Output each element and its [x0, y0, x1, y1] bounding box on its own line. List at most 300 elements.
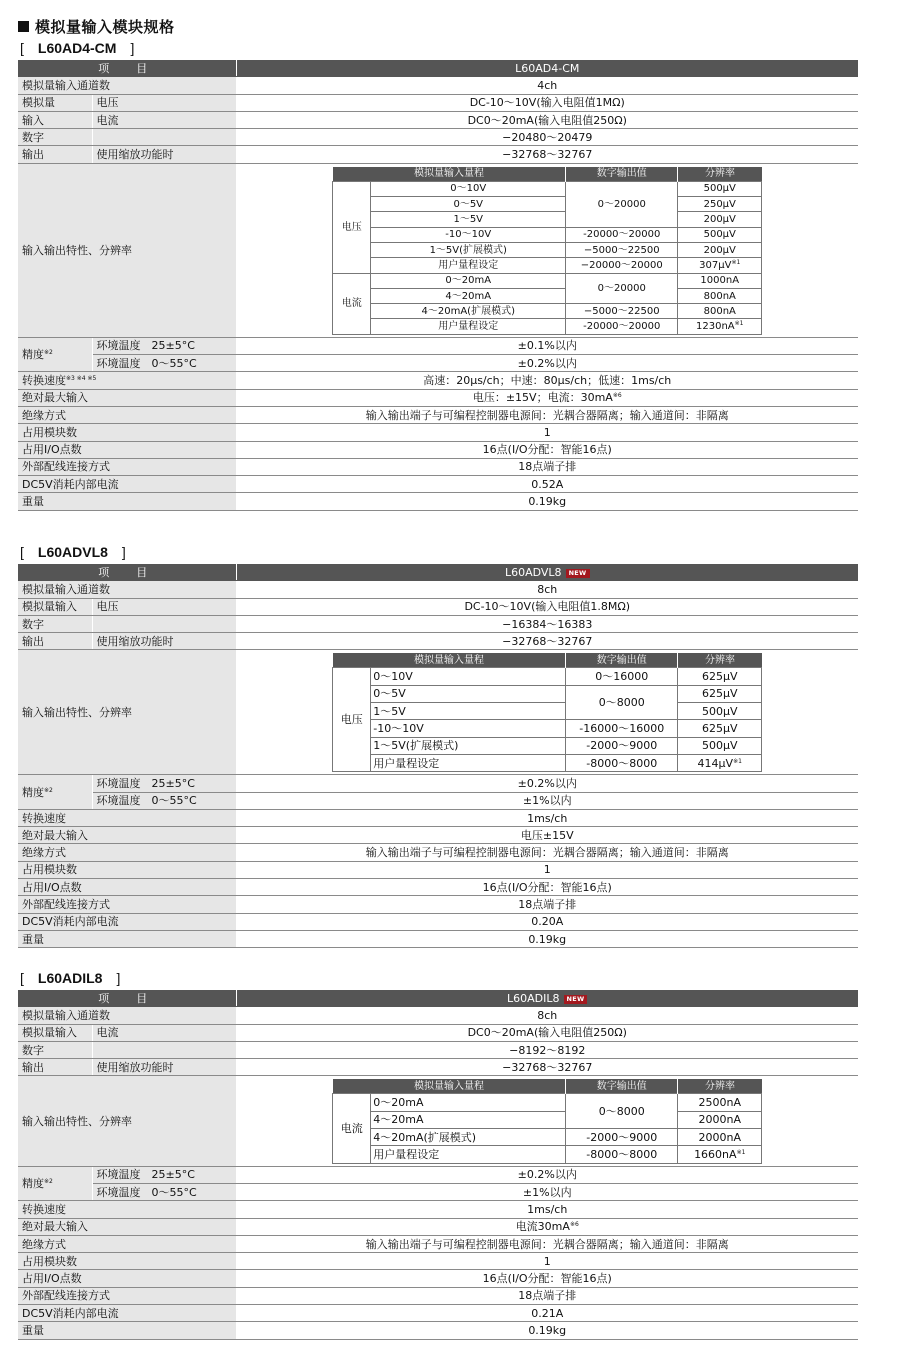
weight-row [18, 930, 858, 947]
occupied-io-points-label-text: 占用I/O点数 [22, 443, 82, 457]
occupied-modules-value-text: 1 [543, 425, 551, 439]
io-resolution [678, 720, 762, 737]
range-header: 模拟量输入量程 [333, 1079, 566, 1094]
conversion-speed-row [18, 372, 858, 389]
absolute-max-input-label-text: 绝对最大输入 [22, 828, 88, 842]
absolute-max-input-label-text: 绝对最大输入 [22, 391, 88, 405]
analog-input-value: DC-10～10V(输入电阻值1.8MΩ) [236, 598, 858, 615]
dc5v-current-row [18, 913, 858, 930]
resolution-header: 分辨率 [678, 167, 762, 182]
io-row [333, 720, 762, 737]
io-category: 电压 [333, 668, 371, 772]
absolute-max-input-label [18, 827, 236, 844]
accuracy-value: ±1%以内 [236, 1183, 858, 1200]
external-wiring-value [236, 896, 858, 913]
io-resolution [678, 242, 762, 257]
external-wiring-label [18, 896, 236, 913]
external-wiring-label [18, 1287, 236, 1304]
footnote-mark: ※2 [44, 786, 53, 794]
scaling-label: 使用缩放功能时 [92, 633, 236, 650]
io-resolution [678, 212, 762, 227]
model-name: L60ADVL8 [37, 544, 108, 560]
weight-label [18, 493, 236, 510]
accuracy-row [18, 337, 858, 354]
resolution-value: 250μV [703, 198, 736, 210]
weight-row [18, 493, 858, 510]
channel-count-value [236, 581, 858, 598]
dc5v-current-value [236, 913, 858, 930]
resolution-value: 625μV [701, 670, 738, 684]
range-header: 模拟量输入量程 [333, 653, 566, 668]
digital-output-scaling-row [18, 633, 858, 650]
weight-value-text: 0.19kg [528, 1323, 567, 1337]
model-header [236, 564, 858, 581]
resolution-value: 200μV [703, 214, 736, 226]
io-range: 0～5V [371, 197, 566, 212]
io-row [333, 1146, 762, 1163]
resolution-value: 200μV [703, 244, 736, 256]
io-row [333, 288, 762, 303]
occupied-io-points-label [18, 441, 236, 458]
new-badge: NEW [566, 569, 590, 578]
resolution-header: 分辨率 [678, 653, 762, 668]
occupied-modules-value-text: 1 [543, 1254, 551, 1268]
io-digital: 0～20000 [566, 273, 678, 304]
channel-count-label [18, 581, 236, 598]
accuracy-label [18, 775, 92, 810]
resolution-value: 2000nA [698, 1130, 741, 1144]
channel-count-value-text: 8ch [537, 582, 558, 596]
insulation-method-label [18, 844, 236, 861]
io-header-row [333, 653, 762, 668]
resolution-value: 500μV [701, 739, 738, 753]
model-header-text: L60ADVL8 [504, 565, 562, 579]
absolute-max-input-value-text: 电压±15V [520, 828, 574, 842]
io-category: 电流 [333, 273, 371, 334]
absolute-max-input-value [236, 1218, 858, 1235]
io-row [333, 685, 762, 702]
external-wiring-value-text: 18点端子排 [518, 1289, 577, 1303]
conversion-speed-row [18, 809, 858, 826]
io-row [333, 668, 762, 685]
weight-row [18, 1322, 858, 1339]
dc5v-current-row [18, 1305, 858, 1322]
ambient-temperature: 环境温度 0～55°C [92, 1183, 236, 1200]
table-header-row [18, 564, 858, 581]
dc5v-current-value-text: 0.20A [531, 915, 564, 929]
conversion-speed-label-text: 转换速度 [22, 1202, 66, 1216]
insulation-method-label [18, 1235, 236, 1252]
io-row [333, 227, 762, 242]
weight-value-text: 0.19kg [528, 932, 567, 946]
model-name: L60AD4-CM [37, 40, 117, 56]
accuracy-row [18, 1183, 858, 1200]
footnote-mark: ※1 [736, 1149, 746, 1157]
external-wiring-row [18, 458, 858, 475]
io-characteristics-row [18, 1076, 858, 1166]
accuracy-label [18, 337, 92, 372]
io-range: 1～5V(扩展模式) [371, 242, 566, 257]
absolute-max-input-value-text: 电压：±15V；电流：30mA [472, 391, 613, 405]
conversion-speed-value [236, 809, 858, 826]
footnote-mark: ※1 [733, 757, 742, 765]
new-badge: NEW [564, 995, 588, 1004]
io-header-row [333, 1079, 762, 1094]
analog-input-row [18, 94, 858, 111]
digital-output-value: −16384～16383 [236, 615, 858, 632]
model-section-label [20, 968, 120, 988]
digital-output-blank [92, 129, 236, 146]
dc5v-current-value-text: 0.52A [531, 477, 564, 491]
io-row [333, 304, 762, 319]
resolution-value: 307μV [699, 259, 732, 271]
io-range: 4～20mA [371, 288, 566, 303]
io-resolution [678, 754, 762, 771]
accuracy-label-text: 精度 [22, 785, 44, 799]
dc5v-current-row [18, 476, 858, 493]
io-range: 4～20mA(扩展模式) [371, 304, 566, 319]
external-wiring-value [236, 458, 858, 475]
occupied-modules-row [18, 1253, 858, 1270]
resolution-value: 500μV [701, 704, 738, 718]
io-range: 1～5V(扩展模式) [371, 737, 566, 754]
weight-label [18, 930, 236, 947]
conversion-speed-label-text: 转换速度 [22, 373, 66, 387]
analog-input-label [18, 598, 92, 615]
accuracy-value: ±0.2%以内 [236, 355, 858, 372]
io-range: 4～20mA [371, 1111, 566, 1128]
ambient-temperature: 环境温度 25±5°C [92, 337, 236, 354]
external-wiring-value-text: 18点端子排 [518, 897, 577, 911]
conversion-speed-row [18, 1201, 858, 1218]
io-digital: -16000～16000 [566, 720, 678, 737]
accuracy-value: ±0.2%以内 [236, 1166, 858, 1183]
resolution-value: 500μV [703, 183, 736, 195]
channel-count-label [18, 77, 236, 94]
absolute-max-input-value-text: 电流30mA [515, 1220, 570, 1234]
insulation-method-row [18, 1235, 858, 1252]
occupied-io-points-label [18, 1270, 236, 1287]
occupied-io-points-value [236, 441, 858, 458]
io-range: 0～5V [371, 685, 566, 702]
io-range: 用户量程设定 [371, 1146, 566, 1163]
io-digital: -2000～9000 [566, 737, 678, 754]
channel-count-row [18, 581, 858, 598]
io-category: 电压 [333, 181, 371, 273]
external-wiring-label-text: 外部配线连接方式 [22, 1289, 110, 1303]
bracket-open: [ [20, 40, 38, 56]
dc5v-current-label-text: DC5V消耗内部电流 [22, 915, 119, 929]
channel-count-value-text: 4ch [537, 78, 558, 92]
model-section-label [20, 542, 126, 562]
occupied-io-points-value-text: 16点(I/O分配：智能16点) [482, 880, 612, 894]
io-range: -10～10V [371, 720, 566, 737]
ambient-temperature: 环境温度 0～55°C [92, 355, 236, 372]
occupied-io-points-value [236, 879, 858, 896]
io-characteristics-label: 输入输出特性、分辨率 [18, 163, 236, 337]
external-wiring-label-text: 外部配线连接方式 [22, 460, 110, 474]
analog-input-type: 电流 [92, 111, 236, 128]
conversion-speed-value [236, 1201, 858, 1218]
io-range: 用户量程设定 [371, 258, 566, 273]
scaling-label: 使用缩放功能时 [92, 1059, 236, 1076]
channel-count-row [18, 1007, 858, 1024]
digital-output-value: −20480～20479 [236, 129, 858, 146]
analog-input-row [18, 111, 858, 128]
analog-input-label-text: 模拟量输入 [22, 600, 77, 614]
resolution-value: 800nA [703, 305, 736, 317]
io-digital: 0～8000 [566, 685, 678, 720]
channel-count-label-text: 模拟量输入通道数 [22, 582, 110, 596]
io-digital: −5000～22500 [566, 242, 678, 257]
absolute-max-input-value [236, 827, 858, 844]
io-resolution [678, 288, 762, 303]
occupied-modules-value-text: 1 [543, 863, 551, 877]
analog-input-row [18, 598, 858, 615]
model-header-text: L60AD4-CM [515, 61, 580, 75]
footnote-mark: ※2 [44, 1177, 53, 1185]
io-digital: 0～8000 [566, 1094, 678, 1129]
occupied-io-points-label-text: 占用I/O点数 [22, 1272, 82, 1286]
io-row [333, 242, 762, 257]
dc5v-current-label-text: DC5V消耗内部电流 [22, 477, 119, 491]
analog-input-label-text: 输入 [22, 113, 44, 127]
spec-table [18, 990, 858, 1340]
insulation-method-row [18, 844, 858, 861]
occupied-io-points-row [18, 441, 858, 458]
digital-output-label: 输出 [18, 146, 92, 163]
footnote-mark: ※3 ※4 ※5 [66, 374, 97, 382]
conversion-speed-label [18, 372, 236, 389]
accuracy-row [18, 775, 858, 792]
io-digital: -8000～8000 [566, 1146, 678, 1163]
conversion-speed-value-text: 1ms/ch [527, 811, 568, 825]
io-digital: -8000～8000 [566, 754, 678, 771]
digital-output-label: 数字 [18, 1041, 92, 1058]
footnote-mark: ※2 [44, 349, 53, 357]
spec-table [18, 60, 858, 511]
analog-input-label-text: 模拟量 [22, 96, 55, 110]
occupied-modules-label [18, 424, 236, 441]
digital-output-label: 数字 [18, 129, 92, 146]
channel-count-value-text: 8ch [537, 1008, 558, 1022]
digital-output-row [18, 129, 858, 146]
io-row [333, 737, 762, 754]
analog-input-label [18, 1024, 92, 1041]
resolution-value: 414μV [697, 756, 734, 770]
scaling-value: −32768～32767 [236, 146, 858, 163]
io-resolution [678, 703, 762, 720]
occupied-modules-label-text: 占用模块数 [22, 1254, 77, 1268]
footnote-mark: ※1 [734, 320, 744, 328]
scaling-value: −32768～32767 [236, 633, 858, 650]
accuracy-row [18, 792, 858, 809]
digital-header: 数字输出值 [566, 1079, 678, 1094]
insulation-method-value-text: 输入输出端子与可编程控制器电源间：光耦合器隔离；输入通道间：非隔离 [365, 1237, 729, 1251]
digital-output-label: 输出 [18, 633, 92, 650]
io-resolution [678, 1094, 762, 1111]
resolution-value: 2000nA [698, 1113, 741, 1127]
square-bullet-icon [18, 21, 29, 32]
resolution-value: 1000nA [700, 275, 740, 287]
io-characteristics-label: 输入输出特性、分辨率 [18, 650, 236, 775]
io-resolution [678, 737, 762, 754]
model-section-label [20, 38, 134, 58]
io-row [333, 1094, 762, 1111]
insulation-method-value-text: 输入输出端子与可编程控制器电源间：光耦合器隔离；输入通道间：非隔离 [365, 408, 729, 422]
bracket-open: [ [20, 544, 38, 560]
resolution-value: 800nA [703, 290, 736, 302]
occupied-modules-label-text: 占用模块数 [22, 863, 77, 877]
io-row [333, 754, 762, 771]
conversion-speed-label [18, 809, 236, 826]
bracket-close: ] [102, 970, 121, 986]
weight-label-text: 重量 [22, 1323, 44, 1337]
io-digital: −5000～22500 [566, 304, 678, 319]
io-resolution [678, 319, 762, 334]
io-resolution [678, 181, 762, 196]
external-wiring-label-text: 外部配线连接方式 [22, 897, 110, 911]
io-range: -10～10V [371, 227, 566, 242]
insulation-method-label-text: 绝缘方式 [22, 846, 66, 860]
insulation-method-label [18, 406, 236, 423]
io-resolution [678, 685, 762, 702]
insulation-method-value [236, 406, 858, 423]
io-header-row [333, 167, 762, 182]
insulation-method-value-text: 输入输出端子与可编程控制器电源间：光耦合器隔离；输入通道间：非隔离 [365, 846, 729, 860]
digital-output-blank [92, 1041, 236, 1058]
io-characteristics-cell [236, 650, 858, 775]
analog-input-type: 电流 [92, 1024, 236, 1041]
ambient-temperature: 环境温度 25±5°C [92, 1166, 236, 1183]
io-row [333, 319, 762, 334]
occupied-io-points-label-text: 占用I/O点数 [22, 880, 82, 894]
digital-output-label: 数字 [18, 615, 92, 632]
digital-output-scaling-row [18, 146, 858, 163]
external-wiring-value-text: 18点端子排 [518, 460, 577, 474]
dc5v-current-value [236, 1305, 858, 1322]
digital-output-scaling-row [18, 1059, 858, 1076]
accuracy-label-text: 精度 [22, 1176, 44, 1190]
footnote-mark: ※6 [569, 1221, 579, 1229]
absolute-max-input-row [18, 389, 858, 406]
absolute-max-input-value [236, 389, 858, 406]
io-digital: 0～16000 [566, 668, 678, 685]
absolute-max-input-label-text: 绝对最大输入 [22, 1220, 88, 1234]
io-digital: -2000～9000 [566, 1129, 678, 1146]
analog-input-value: DC0～20mA(输入电阻值250Ω) [236, 111, 858, 128]
accuracy-value: ±1%以内 [236, 792, 858, 809]
dc5v-current-label [18, 476, 236, 493]
item-header: 项 目 [18, 60, 236, 77]
spec-table [18, 564, 858, 948]
io-row [333, 273, 762, 288]
io-characteristics-cell [236, 163, 858, 337]
channel-count-value [236, 77, 858, 94]
external-wiring-row [18, 1287, 858, 1304]
channel-count-value [236, 1007, 858, 1024]
io-resolution [678, 1129, 762, 1146]
bracket-close: ] [107, 544, 126, 560]
insulation-method-value [236, 1235, 858, 1252]
io-resolution [678, 1146, 762, 1163]
dc5v-current-label-text: DC5V消耗内部电流 [22, 1306, 119, 1320]
io-digital: 0～20000 [566, 181, 678, 227]
channel-count-row [18, 77, 858, 94]
io-characteristics-row [18, 163, 858, 337]
item-header: 项 目 [18, 564, 236, 581]
io-resolution [678, 273, 762, 288]
resolution-value: 2500nA [698, 1096, 741, 1110]
io-range: 用户量程设定 [371, 319, 566, 334]
absolute-max-input-row [18, 1218, 858, 1235]
accuracy-value: ±0.1%以内 [236, 337, 858, 354]
occupied-io-points-value-text: 16点(I/O分配：智能16点) [482, 1272, 612, 1286]
weight-value [236, 1322, 858, 1339]
external-wiring-row [18, 896, 858, 913]
analog-input-type: 电压 [92, 94, 236, 111]
channel-count-label-text: 模拟量输入通道数 [22, 1008, 110, 1022]
digital-output-row [18, 1041, 858, 1058]
io-range: 4～20mA(扩展模式) [371, 1129, 566, 1146]
occupied-io-points-row [18, 1270, 858, 1287]
weight-value-text: 0.19kg [528, 495, 567, 509]
bracket-close: ] [116, 40, 135, 56]
occupied-io-points-value [236, 1270, 858, 1287]
io-resolution [678, 258, 762, 273]
occupied-io-points-row [18, 879, 858, 896]
resolution-value: 1230nA [696, 321, 735, 333]
dc5v-current-value [236, 476, 858, 493]
io-digital: −20000～20000 [566, 258, 678, 273]
io-characteristics-row [18, 650, 858, 775]
occupied-io-points-value-text: 16点(I/O分配：智能16点) [482, 443, 612, 457]
absolute-max-input-label [18, 1218, 236, 1235]
model-name: L60ADIL8 [37, 970, 103, 986]
io-digital: -20000～20000 [566, 227, 678, 242]
io-row [333, 197, 762, 212]
io-resolution [678, 304, 762, 319]
io-resolution [678, 668, 762, 685]
digital-header: 数字输出值 [566, 167, 678, 182]
accuracy-row [18, 355, 858, 372]
item-header: 项 目 [18, 990, 236, 1007]
weight-label-text: 重量 [22, 932, 44, 946]
footnote-mark: ※1 [731, 258, 741, 266]
io-resolution [678, 227, 762, 242]
table-header-row [18, 990, 858, 1007]
weight-value [236, 493, 858, 510]
digital-header: 数字输出值 [566, 653, 678, 668]
insulation-method-label-text: 绝缘方式 [22, 1237, 66, 1251]
io-characteristics-label: 输入输出特性、分辨率 [18, 1076, 236, 1166]
insulation-method-value [236, 844, 858, 861]
io-range: 1～5V [371, 703, 566, 720]
io-range: 用户量程设定 [371, 754, 566, 771]
accuracy-label [18, 1166, 92, 1201]
io-row [333, 1129, 762, 1146]
analog-input-label [18, 94, 92, 111]
footnote-mark: ※6 [612, 392, 622, 400]
resolution-value: 625μV [701, 687, 738, 701]
dc5v-current-label [18, 1305, 236, 1322]
io-digital: -20000～20000 [566, 319, 678, 334]
conversion-speed-value [236, 372, 858, 389]
conversion-speed-label-text: 转换速度 [22, 811, 66, 825]
occupied-modules-label-text: 占用模块数 [22, 425, 77, 439]
io-characteristics-table [332, 653, 762, 772]
io-range: 1～5V [371, 212, 566, 227]
